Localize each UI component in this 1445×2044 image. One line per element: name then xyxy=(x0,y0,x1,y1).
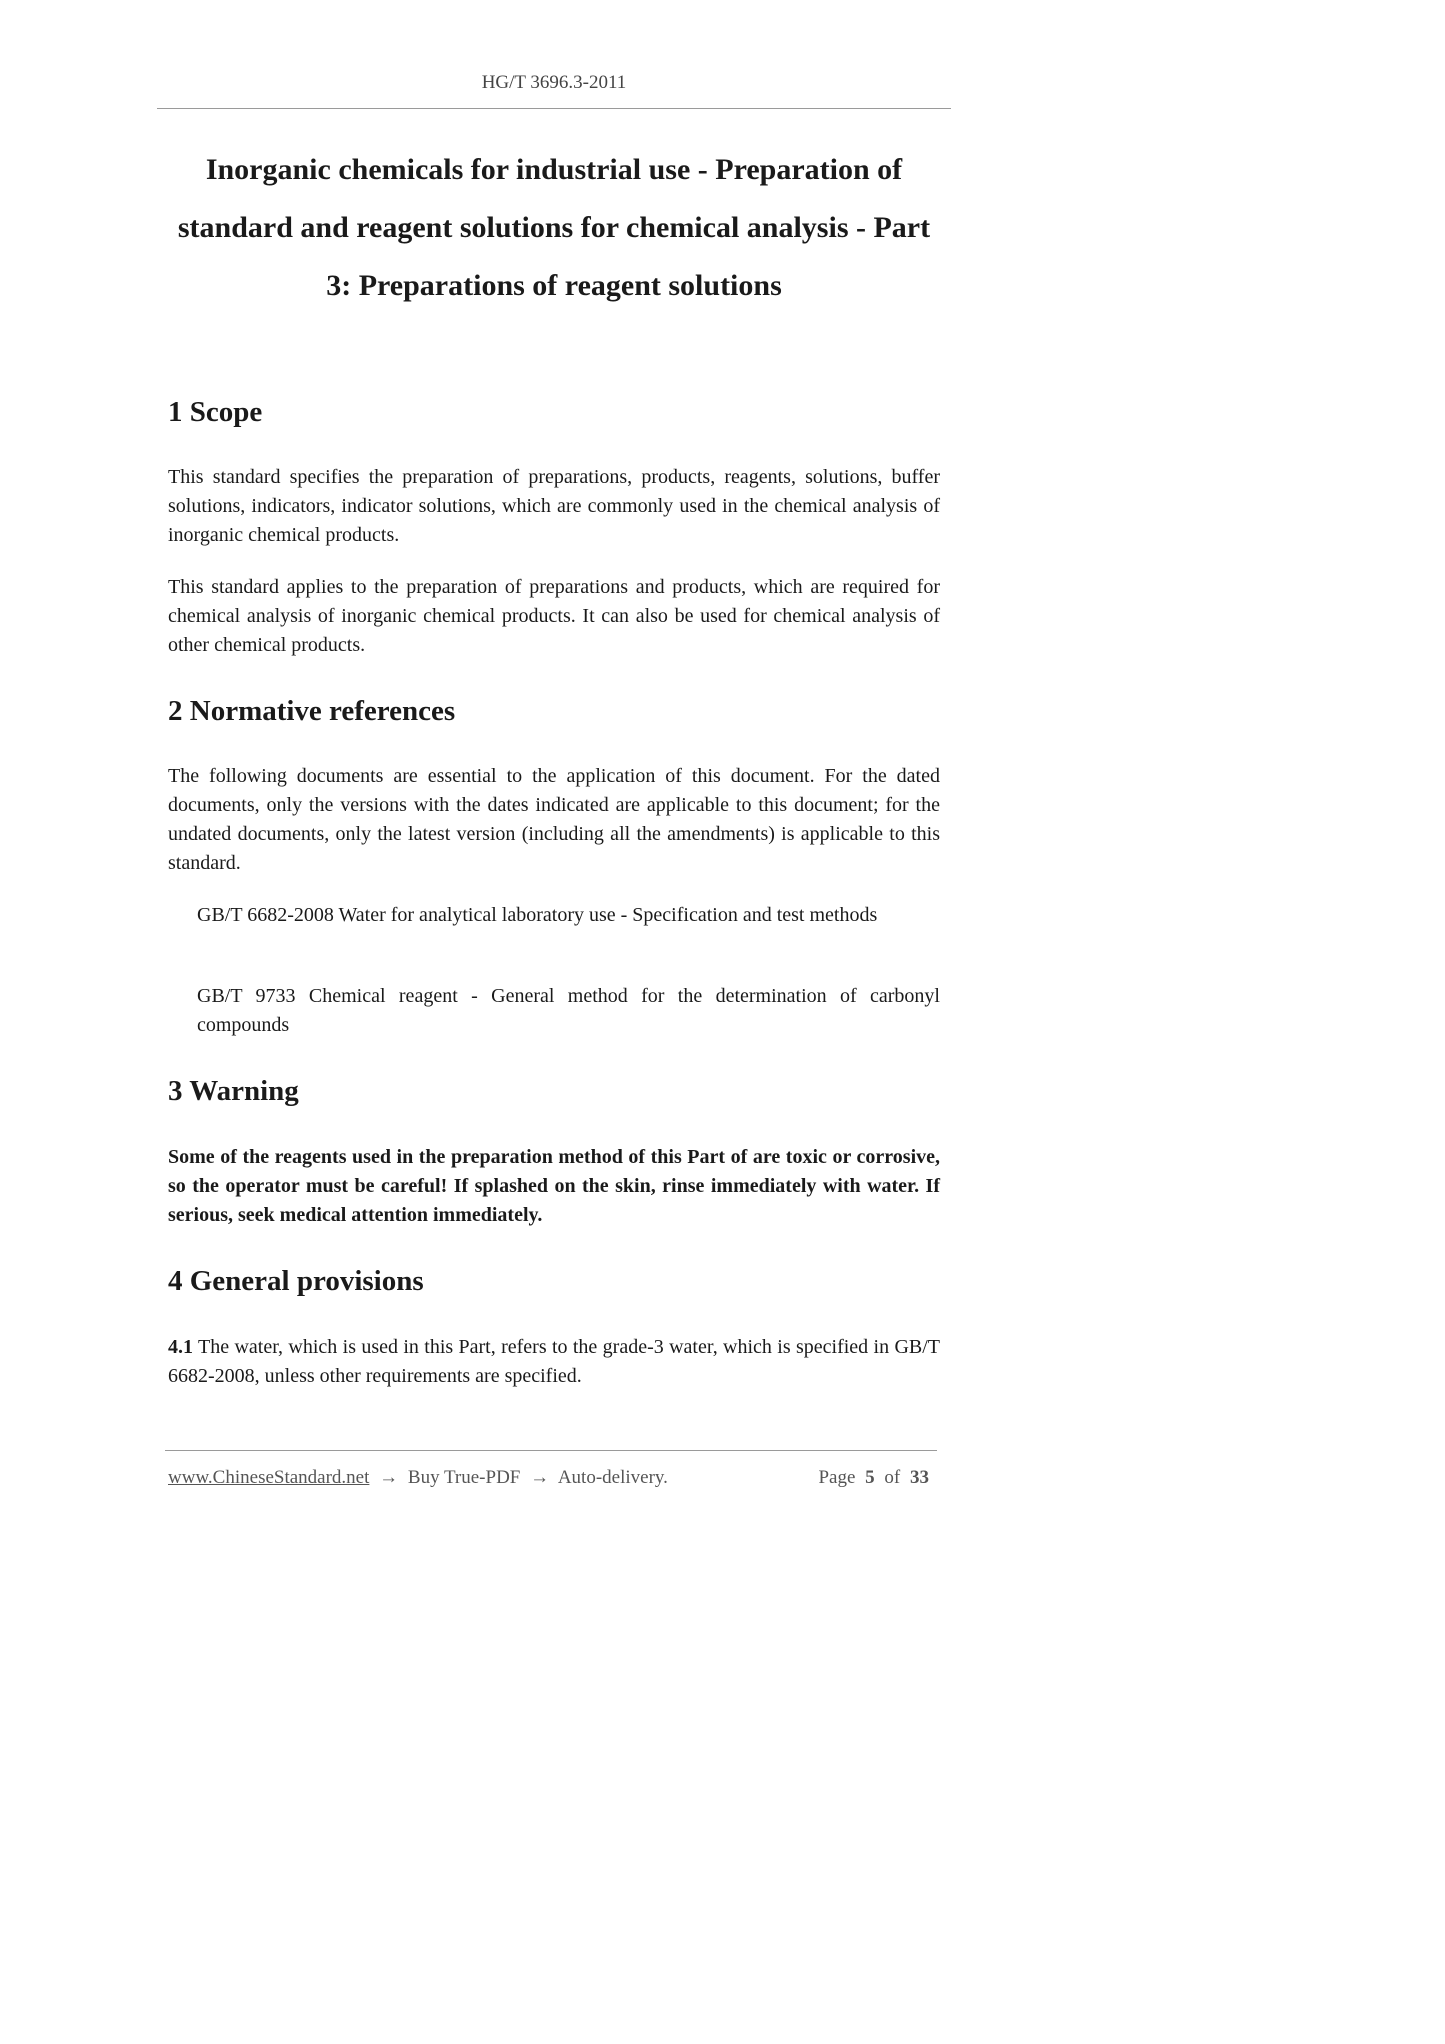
page-current: 5 xyxy=(865,1467,875,1488)
section-heading-general-provisions: 4 General provisions xyxy=(168,1265,424,1297)
scope-paragraph-1: This standard specifies the preparation of preparations, products, reagents, solutions, buffer solutions, indicators, indicator solutions, which are commonly used in the chemical analysis of inorganic chemical products. xyxy=(168,466,940,546)
warning-paragraph: Some of the reagents used in the preparation method of this Part of are toxic or corrosive, so the operator must be careful! If splashed on the skin, rinse immediately with water. If serious, seek medical attention immediately. xyxy=(168,1146,940,1226)
page-total: 33 xyxy=(910,1467,929,1488)
clause-4-1 xyxy=(168,1333,940,1391)
document-number-header: HG/T 3696.3-2011 xyxy=(481,72,627,93)
website-link[interactable]: www.ChineseStandard.net xyxy=(168,1467,370,1488)
footer-promo xyxy=(168,1467,668,1489)
scope-paragraph-2: This standard applies to the preparation of preparations and products, which are required for chemical analysis of inorganic chemical products. It can also be used for chemical analysis of other chemical products. xyxy=(168,576,940,656)
page-footer xyxy=(168,1467,934,1489)
title-line-2: standard and reagent solutions for chemical analysis - Part xyxy=(177,211,931,244)
footer-divider xyxy=(165,1450,937,1451)
header-divider xyxy=(157,108,951,109)
section-heading-scope: 1 Scope xyxy=(168,396,263,428)
document-title xyxy=(168,141,940,315)
page-of-label: of xyxy=(884,1467,901,1488)
page-label: Page xyxy=(818,1467,856,1488)
section-heading-normative-references: 2 Normative references xyxy=(168,695,456,727)
title-line-3: 3: Preparations of reagent solutions xyxy=(326,269,782,302)
normative-reference-item: GB/T 9733 Chemical reagent - General method for the determination of carbonyl compounds xyxy=(197,985,940,1036)
section-heading-warning: 3 Warning xyxy=(168,1075,299,1107)
normative-reference-item: GB/T 6682-2008 Water for analytical laboratory use - Specification and test methods xyxy=(197,904,878,926)
title-line-1: Inorganic chemicals for industrial use - Preparation of xyxy=(205,153,903,186)
clause-number: 4.1 xyxy=(168,1336,193,1358)
auto-delivery-text: Auto-delivery. xyxy=(557,1467,668,1488)
buy-pdf-text: Buy True-PDF xyxy=(407,1467,521,1488)
arrow-right-icon: → xyxy=(530,1467,550,1488)
arrow-right-icon: → xyxy=(379,1467,399,1488)
clause-text: The water, which is used in this Part, refers to the grade-3 water, which is specified in GB/T 6682-2008, unless other requirements are specified. xyxy=(168,1336,940,1387)
page-number xyxy=(818,1467,934,1489)
normative-references-intro: The following documents are essential to the application of this document. For the dated documents, only the versions with the dates indicated are applicable to this document; for the undated documents, only the latest version (including all the amendments) is applicable to this standard. xyxy=(168,765,940,874)
